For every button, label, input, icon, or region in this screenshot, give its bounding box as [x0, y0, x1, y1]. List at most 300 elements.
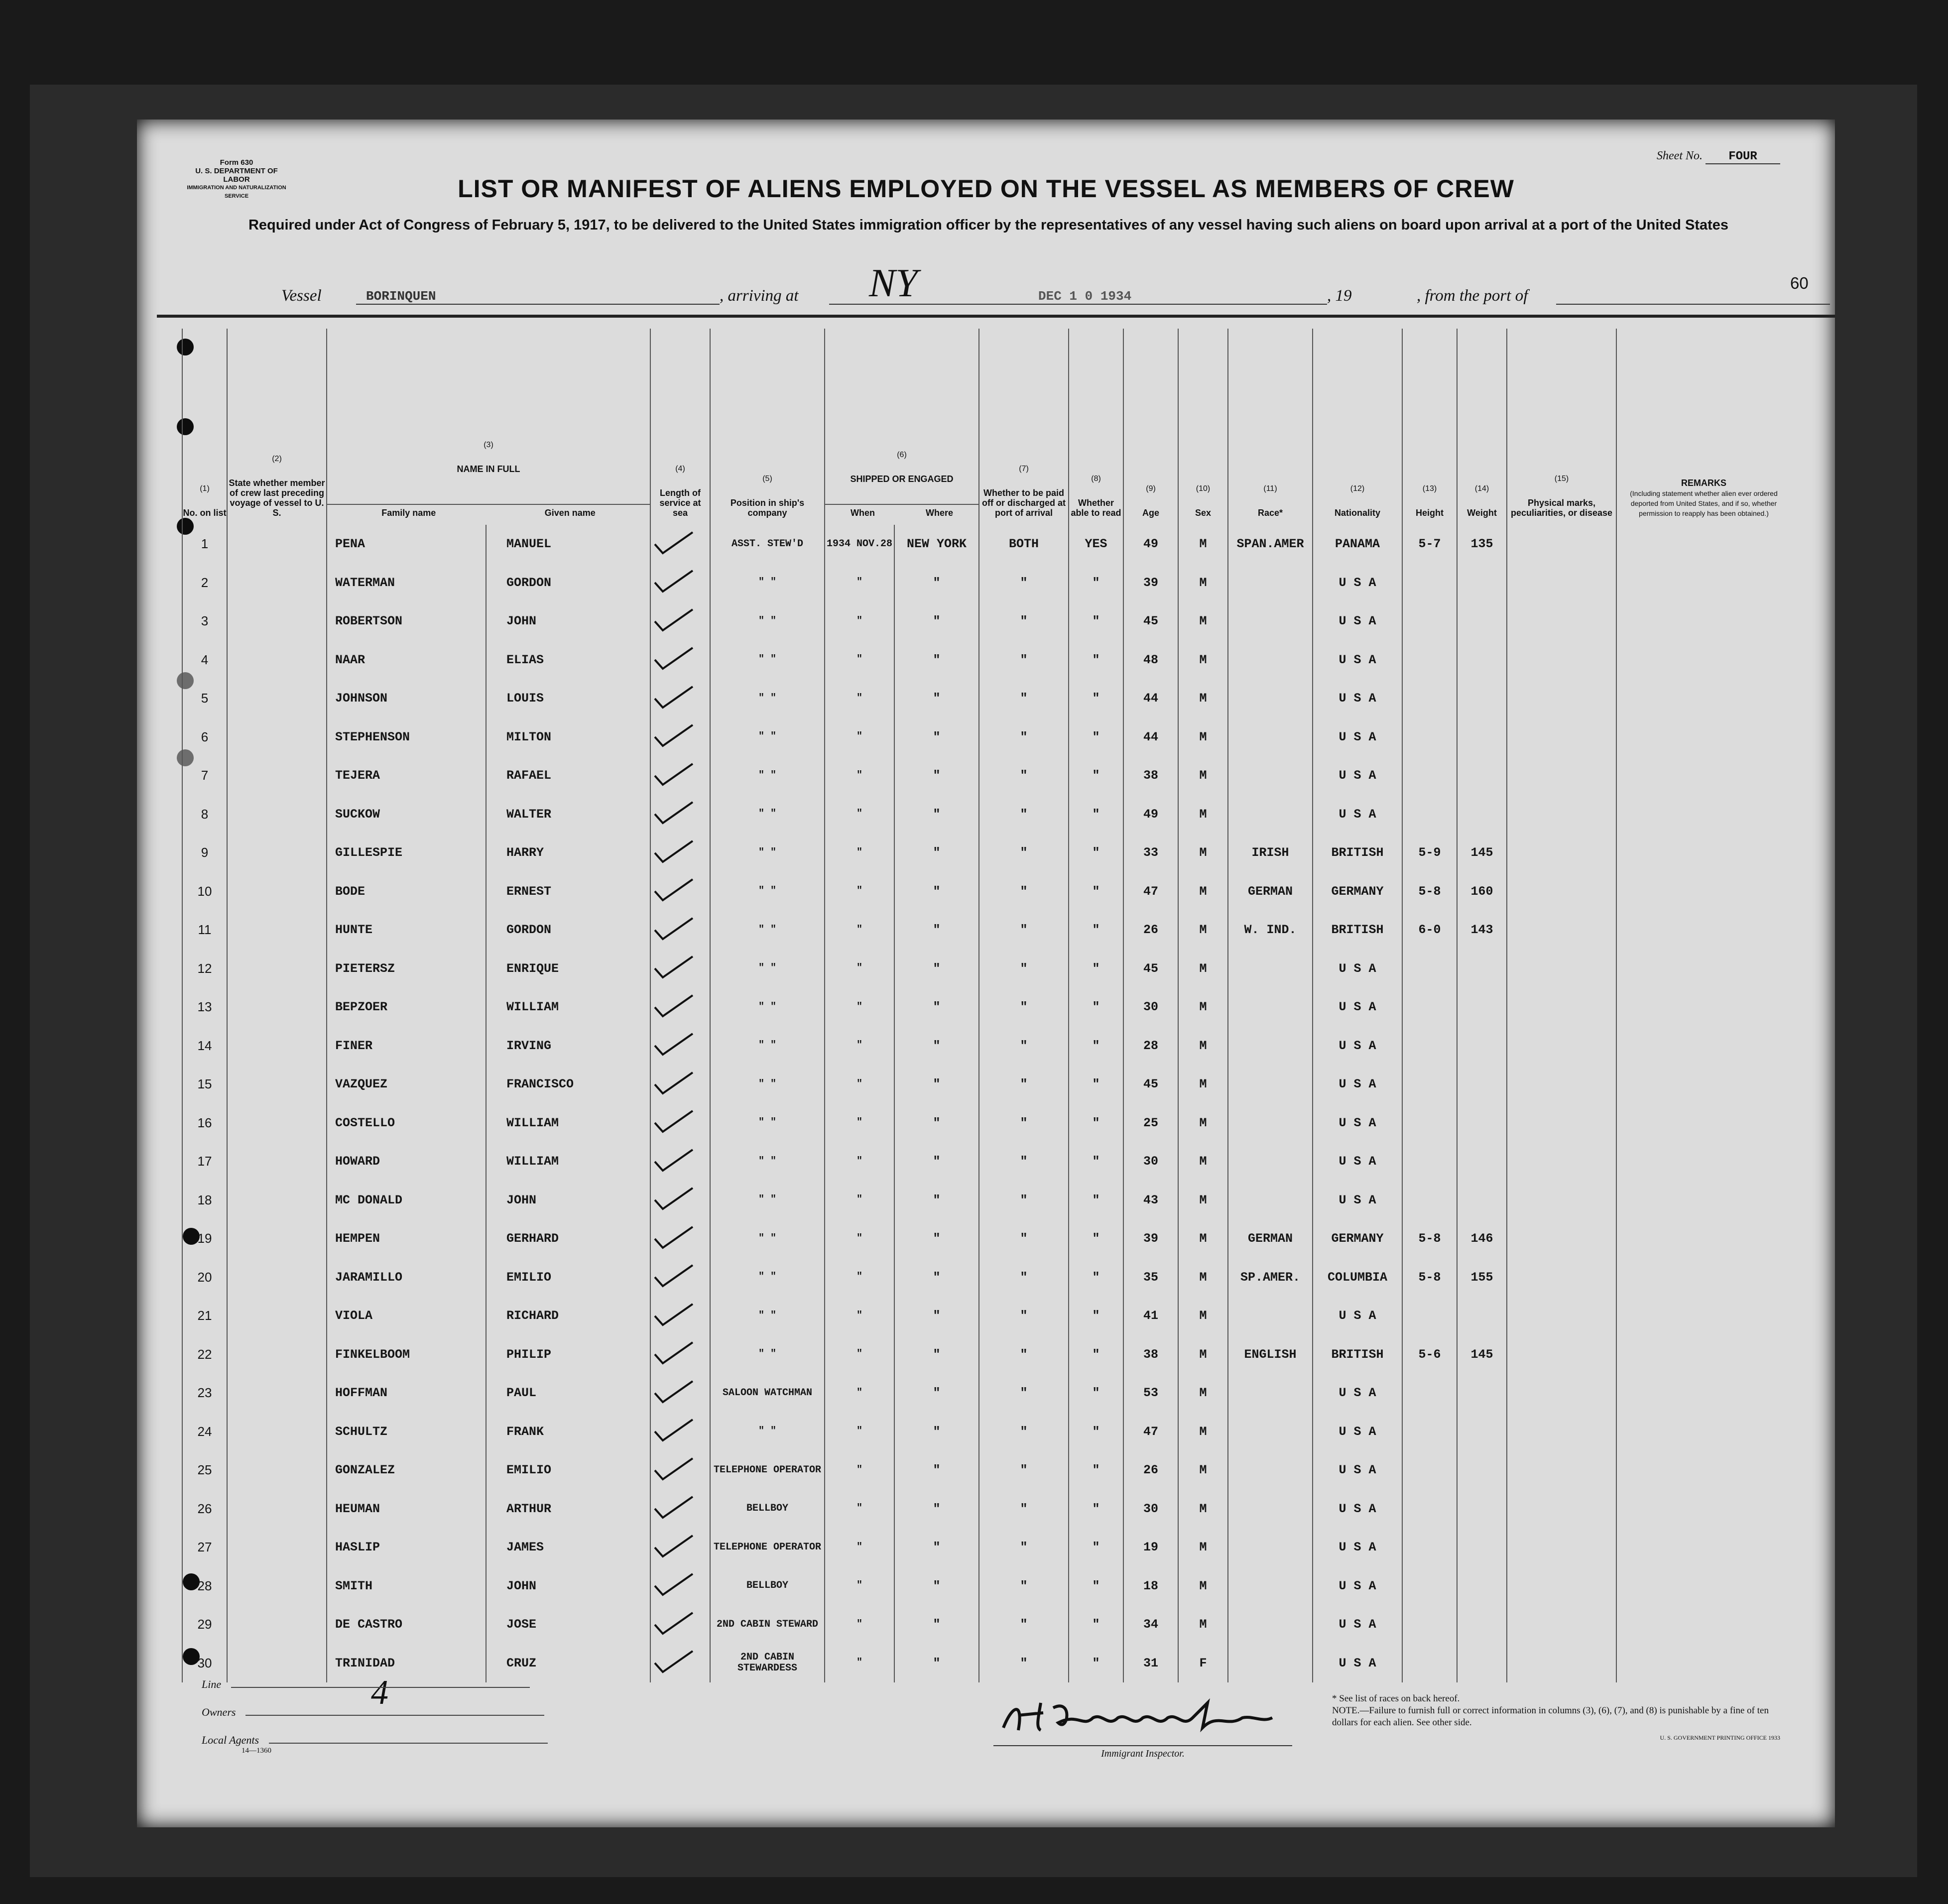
cell-read: "	[1069, 1451, 1123, 1490]
cell-family: SMITH	[327, 1567, 486, 1606]
col-header-no: (1) No. on list	[182, 329, 227, 525]
cell-when: "	[825, 1335, 894, 1374]
cell-weight	[1457, 1181, 1507, 1220]
cell-lastvoy	[227, 1065, 327, 1104]
cell-position: " "	[710, 911, 825, 950]
cell-height	[1402, 756, 1457, 795]
service-checkmark	[650, 602, 710, 641]
cell-remarks	[1616, 1413, 1791, 1451]
service-checkmark	[650, 795, 710, 834]
cell-paid: "	[979, 1335, 1069, 1374]
cell-marks	[1507, 525, 1616, 564]
cell-when: "	[825, 988, 894, 1027]
cell-nationality: U S A	[1313, 988, 1402, 1027]
cell-race	[1228, 1104, 1313, 1143]
cell-remarks	[1616, 1605, 1791, 1644]
cell-given: EMILIO	[486, 1258, 650, 1297]
cell-race: IRISH	[1228, 833, 1313, 872]
cell-lastvoy	[227, 1027, 327, 1066]
cell-position: ASST. STEW'D	[710, 525, 825, 564]
cell-lastvoy	[227, 1528, 327, 1567]
service-checkmark	[650, 1258, 710, 1297]
cell-no: 9	[182, 833, 227, 872]
service-checkmark	[650, 1335, 710, 1374]
cell-race	[1228, 756, 1313, 795]
service-checkmark	[650, 679, 710, 718]
cell-when: "	[825, 1181, 894, 1220]
cell-no: 25	[182, 1451, 227, 1490]
table-row	[182, 1142, 1791, 1181]
cell-sex: M	[1178, 872, 1228, 911]
cell-position: " "	[710, 950, 825, 988]
cell-when: "	[825, 1567, 894, 1606]
cell-nationality: U S A	[1313, 1644, 1402, 1683]
cell-where: "	[894, 1528, 979, 1567]
cell-no: 10	[182, 872, 227, 911]
cell-marks	[1507, 1451, 1616, 1490]
cell-family: JOHNSON	[327, 679, 486, 718]
date-stamp: DEC 1 0 1934	[1038, 289, 1132, 304]
cell-paid: "	[979, 1297, 1069, 1335]
cell-paid: "	[979, 1644, 1069, 1683]
cell-position: " "	[710, 1258, 825, 1297]
cell-marks	[1507, 1104, 1616, 1143]
cell-when: "	[825, 1644, 894, 1683]
cell-when: "	[825, 679, 894, 718]
service-checkmark	[650, 872, 710, 911]
table-row	[182, 1374, 1791, 1413]
cell-read: "	[1069, 641, 1123, 680]
cell-family: PIETERSZ	[327, 950, 486, 988]
service-checkmark	[650, 988, 710, 1027]
cell-age: 26	[1123, 1451, 1178, 1490]
cell-lastvoy	[227, 602, 327, 641]
cell-weight	[1457, 1567, 1507, 1606]
cell-marks	[1507, 1335, 1616, 1374]
cell-position: 2ND CABIN STEWARDESS	[710, 1644, 825, 1683]
cell-height	[1402, 718, 1457, 757]
cell-nationality: COLUMBIA	[1313, 1258, 1402, 1297]
cell-marks	[1507, 872, 1616, 911]
cell-weight	[1457, 1605, 1507, 1644]
service-checkmark	[650, 1219, 710, 1258]
cell-age: 48	[1123, 641, 1178, 680]
cell-sex: M	[1178, 525, 1228, 564]
cell-nationality: U S A	[1313, 1181, 1402, 1220]
table-row	[182, 1605, 1791, 1644]
cell-lastvoy	[227, 1104, 327, 1143]
cell-family: SCHULTZ	[327, 1413, 486, 1451]
cell-age: 35	[1123, 1258, 1178, 1297]
cell-paid: "	[979, 1374, 1069, 1413]
cell-read: "	[1069, 1528, 1123, 1567]
cell-where: "	[894, 641, 979, 680]
col-header-last-voyage: (2) State whether member of crew last preceding voyage of vessel to U. S.	[227, 329, 327, 525]
table-row	[182, 525, 1791, 564]
service-checkmark	[650, 1297, 710, 1335]
cell-position: TELEPHONE OPERATOR	[710, 1451, 825, 1490]
cell-lastvoy	[227, 1490, 327, 1529]
cell-weight	[1457, 1528, 1507, 1567]
cell-read: "	[1069, 602, 1123, 641]
cell-remarks	[1616, 1065, 1791, 1104]
cell-height	[1402, 1644, 1457, 1683]
cell-paid: "	[979, 1065, 1069, 1104]
cell-given: LOUIS	[486, 679, 650, 718]
cell-sex: M	[1178, 833, 1228, 872]
cell-sex: M	[1178, 1451, 1228, 1490]
cell-age: 49	[1123, 525, 1178, 564]
cell-where: "	[894, 1219, 979, 1258]
cell-given: IRVING	[486, 1027, 650, 1066]
cell-paid: "	[979, 988, 1069, 1027]
cell-where: "	[894, 564, 979, 602]
cell-where: "	[894, 872, 979, 911]
cell-race	[1228, 1605, 1313, 1644]
cell-given: WILLIAM	[486, 1104, 650, 1143]
arriving-label: , arriving at	[720, 287, 799, 305]
cell-read: "	[1069, 1490, 1123, 1529]
cell-where: "	[894, 950, 979, 988]
cell-age: 38	[1123, 1335, 1178, 1374]
races-note: * See list of races on back hereof.	[1332, 1693, 1460, 1704]
service-name: IMMIGRATION AND NATURALIZATION SERVICE	[187, 185, 286, 199]
cell-nationality: BRITISH	[1313, 911, 1402, 950]
cell-remarks	[1616, 1490, 1791, 1529]
cell-remarks	[1616, 795, 1791, 834]
cell-position: " "	[710, 602, 825, 641]
cell-lastvoy	[227, 1413, 327, 1451]
cell-remarks	[1616, 564, 1791, 602]
cell-family: BODE	[327, 872, 486, 911]
cell-weight: 143	[1457, 911, 1507, 950]
cell-no: 3	[182, 602, 227, 641]
cell-marks	[1507, 988, 1616, 1027]
cell-nationality: GERMANY	[1313, 872, 1402, 911]
col-header-name: (3) NAME IN FULL Family name Given name	[327, 329, 650, 525]
cell-read: "	[1069, 1142, 1123, 1181]
cell-weight	[1457, 679, 1507, 718]
cell-race	[1228, 718, 1313, 757]
cell-marks	[1507, 641, 1616, 680]
cell-when: "	[825, 1258, 894, 1297]
cell-race	[1228, 641, 1313, 680]
table-row	[182, 756, 1791, 795]
cell-sex: M	[1178, 564, 1228, 602]
cell-height	[1402, 1027, 1457, 1066]
table-row	[182, 1219, 1791, 1258]
cell-remarks	[1616, 1451, 1791, 1490]
cell-age: 45	[1123, 950, 1178, 988]
cell-remarks	[1616, 1142, 1791, 1181]
cell-read: "	[1069, 1335, 1123, 1374]
line-number-handwritten: 4	[371, 1673, 388, 1712]
cell-position: " "	[710, 795, 825, 834]
cell-family: MC DONALD	[327, 1181, 486, 1220]
cell-nationality: U S A	[1313, 564, 1402, 602]
cell-sex: M	[1178, 1374, 1228, 1413]
table-row	[182, 679, 1791, 718]
crew-manifest-table	[182, 329, 1791, 1682]
cell-position: " "	[710, 564, 825, 602]
cell-marks	[1507, 1297, 1616, 1335]
owners-label: Owners	[202, 1706, 236, 1718]
cell-remarks	[1616, 1027, 1791, 1066]
table-row	[182, 1567, 1791, 1606]
table-row	[182, 1181, 1791, 1220]
cell-paid: "	[979, 718, 1069, 757]
cell-remarks	[1616, 679, 1791, 718]
cell-no: 17	[182, 1142, 227, 1181]
cell-weight	[1457, 1027, 1507, 1066]
from-port-underline	[1556, 304, 1830, 305]
table-row	[182, 1644, 1791, 1683]
cell-given: FRANCISCO	[486, 1065, 650, 1104]
table-row	[182, 564, 1791, 602]
cell-sex: M	[1178, 1297, 1228, 1335]
cell-nationality: U S A	[1313, 718, 1402, 757]
cell-age: 53	[1123, 1374, 1178, 1413]
cell-given: WILLIAM	[486, 1142, 650, 1181]
cell-where: "	[894, 602, 979, 641]
service-checkmark	[650, 564, 710, 602]
inspector-signature-block	[993, 1693, 1292, 1760]
cell-given: JOHN	[486, 602, 650, 641]
cell-nationality: U S A	[1313, 1605, 1402, 1644]
cell-nationality: U S A	[1313, 679, 1402, 718]
cell-race	[1228, 679, 1313, 718]
cell-sex: M	[1178, 1065, 1228, 1104]
cell-sex: M	[1178, 641, 1228, 680]
table-row	[182, 1528, 1791, 1567]
cell-height	[1402, 679, 1457, 718]
cell-when: "	[825, 718, 894, 757]
cell-family: HEMPEN	[327, 1219, 486, 1258]
cell-read: "	[1069, 1027, 1123, 1066]
cell-where: "	[894, 833, 979, 872]
cell-sex: M	[1178, 911, 1228, 950]
cell-position: " "	[710, 641, 825, 680]
cell-height: 5-9	[1402, 833, 1457, 872]
cell-read: "	[1069, 1104, 1123, 1143]
cell-sex: M	[1178, 1605, 1228, 1644]
cell-given: PHILIP	[486, 1335, 650, 1374]
cell-height	[1402, 1374, 1457, 1413]
cell-no: 21	[182, 1297, 227, 1335]
cell-given: PAUL	[486, 1374, 650, 1413]
cell-lastvoy	[227, 833, 327, 872]
cell-nationality: U S A	[1313, 1490, 1402, 1529]
service-checkmark	[650, 1374, 710, 1413]
cell-family: NAAR	[327, 641, 486, 680]
cell-no: 11	[182, 911, 227, 950]
cell-sex: M	[1178, 602, 1228, 641]
cell-when: "	[825, 872, 894, 911]
cell-weight: 160	[1457, 872, 1507, 911]
cell-when: "	[825, 1104, 894, 1143]
cell-nationality: U S A	[1313, 1104, 1402, 1143]
cell-paid: "	[979, 602, 1069, 641]
cell-race: SPAN.AMER	[1228, 525, 1313, 564]
col-header-height: (13) Height	[1402, 329, 1457, 525]
cell-weight	[1457, 1104, 1507, 1143]
cell-marks	[1507, 756, 1616, 795]
cell-no: 24	[182, 1413, 227, 1451]
cell-when: "	[825, 1413, 894, 1451]
cell-paid: "	[979, 1490, 1069, 1529]
cell-marks	[1507, 1644, 1616, 1683]
cell-race	[1228, 795, 1313, 834]
service-checkmark	[650, 1027, 710, 1066]
cell-remarks	[1616, 1258, 1791, 1297]
cell-nationality: U S A	[1313, 1528, 1402, 1567]
cell-weight	[1457, 1065, 1507, 1104]
cell-read: "	[1069, 950, 1123, 988]
from-port-value: 60	[1790, 274, 1809, 292]
cell-where: "	[894, 1297, 979, 1335]
cell-nationality: PANAMA	[1313, 525, 1402, 564]
cell-given: GERHARD	[486, 1219, 650, 1258]
cell-nationality: U S A	[1313, 1567, 1402, 1606]
cell-read: "	[1069, 1297, 1123, 1335]
table-row	[182, 1297, 1791, 1335]
cell-no: 5	[182, 679, 227, 718]
cell-read: "	[1069, 1413, 1123, 1451]
cell-weight	[1457, 1644, 1507, 1683]
cell-weight	[1457, 1451, 1507, 1490]
cell-height	[1402, 602, 1457, 641]
cell-age: 39	[1123, 1219, 1178, 1258]
col-header-position: (5) Position in ship's company	[710, 329, 825, 525]
cell-marks	[1507, 1413, 1616, 1451]
cell-family: GILLESPIE	[327, 833, 486, 872]
cell-no: 22	[182, 1335, 227, 1374]
cell-remarks	[1616, 525, 1791, 564]
cell-no: 2	[182, 564, 227, 602]
vessel-name: BORINQUEN	[366, 289, 436, 304]
cell-sex: M	[1178, 795, 1228, 834]
cell-remarks	[1616, 1297, 1791, 1335]
cell-weight	[1457, 1413, 1507, 1451]
col-header-weight: (14) Weight	[1457, 329, 1507, 525]
service-checkmark	[650, 1142, 710, 1181]
cell-given: FRANK	[486, 1413, 650, 1451]
cell-where: "	[894, 1605, 979, 1644]
cell-age: 47	[1123, 1413, 1178, 1451]
cell-marks	[1507, 833, 1616, 872]
cell-where: "	[894, 1567, 979, 1606]
cell-read: "	[1069, 1181, 1123, 1220]
cell-weight: 155	[1457, 1258, 1507, 1297]
cell-family: SUCKOW	[327, 795, 486, 834]
cell-race: ENGLISH	[1228, 1335, 1313, 1374]
cell-lastvoy	[227, 795, 327, 834]
service-checkmark	[650, 1065, 710, 1104]
cell-paid: "	[979, 1027, 1069, 1066]
cell-remarks	[1616, 950, 1791, 988]
table-row	[182, 1335, 1791, 1374]
cell-position: " "	[710, 1413, 825, 1451]
cell-paid: "	[979, 795, 1069, 834]
cell-race: SP.AMER.	[1228, 1258, 1313, 1297]
cell-paid: "	[979, 1528, 1069, 1567]
cell-weight	[1457, 795, 1507, 834]
cell-no: 23	[182, 1374, 227, 1413]
cell-marks	[1507, 602, 1616, 641]
cell-family: JARAMILLO	[327, 1258, 486, 1297]
cell-when: "	[825, 1528, 894, 1567]
cell-lastvoy	[227, 679, 327, 718]
cell-weight	[1457, 1297, 1507, 1335]
service-checkmark	[650, 1181, 710, 1220]
cell-age: 34	[1123, 1605, 1178, 1644]
table-row	[182, 1490, 1791, 1529]
cell-lastvoy	[227, 1605, 327, 1644]
table-row	[182, 641, 1791, 680]
cell-remarks	[1616, 1374, 1791, 1413]
cell-where: "	[894, 1027, 979, 1066]
cell-where: "	[894, 1142, 979, 1181]
service-checkmark	[650, 525, 710, 564]
cell-family: COSTELLO	[327, 1104, 486, 1143]
cell-nationality: U S A	[1313, 756, 1402, 795]
cell-given: WALTER	[486, 795, 650, 834]
cell-marks	[1507, 1219, 1616, 1258]
cell-age: 31	[1123, 1644, 1178, 1683]
table-row	[182, 1451, 1791, 1490]
vessel-line	[281, 261, 1825, 307]
cell-remarks	[1616, 833, 1791, 872]
cell-height	[1402, 1567, 1457, 1606]
cell-given: WILLIAM	[486, 988, 650, 1027]
cell-sex: M	[1178, 1258, 1228, 1297]
cell-paid: "	[979, 1181, 1069, 1220]
service-checkmark	[650, 1451, 710, 1490]
cell-when: "	[825, 1219, 894, 1258]
cell-paid: "	[979, 564, 1069, 602]
cell-race	[1228, 1451, 1313, 1490]
vessel-label: Vessel	[281, 287, 322, 305]
cell-when: "	[825, 1451, 894, 1490]
cell-given: GORDON	[486, 564, 650, 602]
cell-read: "	[1069, 679, 1123, 718]
cell-weight: 145	[1457, 833, 1507, 872]
cell-race	[1228, 1567, 1313, 1606]
arriving-underline	[829, 304, 1327, 305]
cell-given: JOHN	[486, 1181, 650, 1220]
table-row	[182, 833, 1791, 872]
cell-lastvoy	[227, 641, 327, 680]
cell-height: 5-8	[1402, 872, 1457, 911]
cell-sex: M	[1178, 679, 1228, 718]
cell-race	[1228, 1142, 1313, 1181]
cell-lastvoy	[227, 756, 327, 795]
cell-race: GERMAN	[1228, 1219, 1313, 1258]
cell-marks	[1507, 1181, 1616, 1220]
form-number: Form 630	[220, 158, 253, 167]
cell-no: 8	[182, 795, 227, 834]
table-row	[182, 1258, 1791, 1297]
cell-read: "	[1069, 911, 1123, 950]
cell-given: ELIAS	[486, 641, 650, 680]
table-row	[182, 1104, 1791, 1143]
cell-no: 4	[182, 641, 227, 680]
cell-race	[1228, 564, 1313, 602]
cell-age: 19	[1123, 1528, 1178, 1567]
cell-when: "	[825, 833, 894, 872]
cell-weight: 135	[1457, 525, 1507, 564]
cell-paid: "	[979, 1104, 1069, 1143]
